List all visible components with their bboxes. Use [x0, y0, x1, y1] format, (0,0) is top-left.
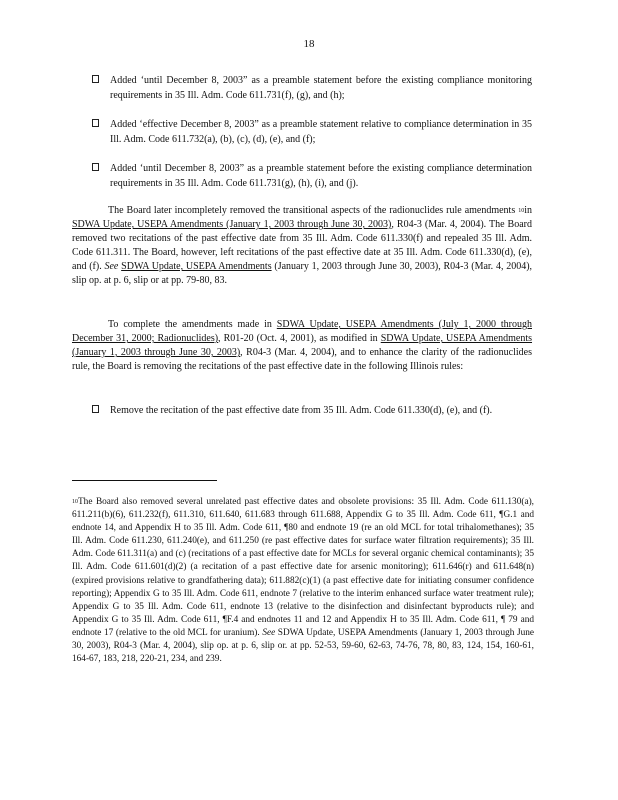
- bullet-text: Added ‘until December 8, 2003” as a preamble statement before the existing compliance monitoring requirements in 35 Ill. Adm. Code 611.731(f), (g), and (h);: [110, 75, 532, 101]
- paragraph-text: (January 1, 2003 through June 30, 2003), R04-3 (Mar. 4, 2004), slip op. at p. 6, slip or at pp. 79-80, 83.: [72, 261, 533, 286]
- bullet-text: Added ‘until December 8, 2003” as a preamble statement before the existing compliance determination requirements in 35 Ill. Adm. Code 611.731(g), (h), (i), and (j).: [110, 163, 532, 189]
- case-citation: SDWA Update, USEPA Amendments: [121, 261, 272, 272]
- footnote-separator: [72, 480, 217, 481]
- case-citation: SDWA Update, USEPA Amendments (July 1, 2000 through December 31, 2000; Radionuclides): [72, 319, 532, 344]
- page-number: 18: [303, 38, 315, 50]
- paragraph-text: , R04-3 (Mar. 4, 2004). The Board removed two recitations of the past effective date from 35 Ill. Adm. Code 611.330(f) and repealed 35 Ill. Adm. Code 611.311. The Board, however, left recitations of the past effective date at 35 Ill. Adm. Code 611.330(d), (e), and (f).: [72, 219, 532, 272]
- footnote-number: 10: [72, 499, 78, 505]
- bullet-item: [92, 73, 532, 103]
- bullet-item: [92, 403, 532, 418]
- checkbox-bullet-icon: [92, 163, 99, 171]
- case-citation: SDWA Update, USEPA Amendments (January 1, 2003 through June 30, 2003): [72, 219, 392, 230]
- bullet-item: [92, 161, 532, 191]
- case-citation: SDWA Update, USEPA Amendments (January 1, 2003 through June 30, 2003): [72, 333, 533, 358]
- bullet-text: Remove the recitation of the past effective date from 35 Ill. Adm. Code 611.330(d), (e), and (f).: [110, 405, 493, 416]
- paragraph-text: in: [524, 205, 532, 216]
- paragraph-board-removal: [72, 204, 532, 288]
- checkbox-bullet-icon: [92, 405, 99, 413]
- paragraph-text: To complete the amendments made in: [108, 319, 272, 330]
- bullet-item: [92, 117, 532, 147]
- paragraph-complete-amendments: [72, 318, 532, 374]
- signal-word: See: [104, 261, 119, 272]
- footnote-reference[interactable]: 10: [518, 208, 525, 214]
- checkbox-bullet-icon: [92, 119, 99, 127]
- paragraph-text: The Board later incompletely removed the transitional aspects of the radionuclides rule amendments: [108, 205, 516, 216]
- paragraph-text: , R04-3 (Mar. 4, 2004), and to enhance the clarity of the radionuclides rule, the Board is removing the recitations of the past effective date in the following Illinois rules:: [72, 347, 532, 372]
- paragraph-text: , R01-20 (Oct. 4, 2001), as modified in: [218, 333, 378, 344]
- footnote-text: The Board also removed several unrelated past effective dates and obsolete provisions: 35 Ill. Adm. Code 611.130(a), 611.211(b)(6), 611.232(f), 611.310, 611.640, 611.683 through 611.688, Appendix G to 35 Ill. Adm. Code 611, ¶G.1 and endnote 14, and Appendix H to 35 Ill. Adm. Code 611, ¶80 and endnote 19 (re an old MCL for total trihalomethanes); 35 Ill. Adm. Code 611.230, 611.240(e), and 611.250 (re past effective dates for surface water filtration requirements); 35 Ill. Adm. Code 611.311(a) and (c) (recitations of a past effective date for MCLs for several organic chemical contaminants); 35 Ill. Adm. Code 611.601(d)(2) (a recitation of a past effective date for arsenic monitoring); 611.646(r) and 611.648(n) (expired provisions relative to grandfathering data); 611.882(c)(1) (a past effective date for initiating consumer confidence reporting); Appendix G to 35 Ill. Adm. Code 611, endnote 7 (relative to the interim enhanced surface water treatment rule); Appendix G to 35 Ill. Adm. Code 611, endnote 13 (relative to the disinfection and disinfectant byproducts rule); and Appendix G to 35 Ill. Adm. Code 611, ¶F.4 and endnotes 11 and 12 and Appendix H to 35 Ill. Adm. Code 611, ¶ 79 and endnote 17 (relative to the old MCL for uranium).: [72, 497, 534, 638]
- signal-word: See: [262, 627, 276, 638]
- footnote-text: SDWA Update, USEPA Amendments (January 1, 2003 through June 30, 2003), R04-3 (Mar. 4, 2004), slip op. at p. 6, slip or. at pp. 52-53, 59-60, 62-63, 74-76, 78, 80, 83, 124, 154, 160-61, 164-67, 183, 218, 220-21, 234, and 239.: [72, 627, 535, 665]
- bullet-text: Added ‘effective December 8, 2003” as a preamble statement relative to compliance determination in 35 Ill. Adm. Code 611.732(a), (b), (c), (d), (e), and (f);: [110, 119, 532, 145]
- checkbox-bullet-icon: [92, 75, 99, 83]
- footnote-10: [72, 496, 534, 666]
